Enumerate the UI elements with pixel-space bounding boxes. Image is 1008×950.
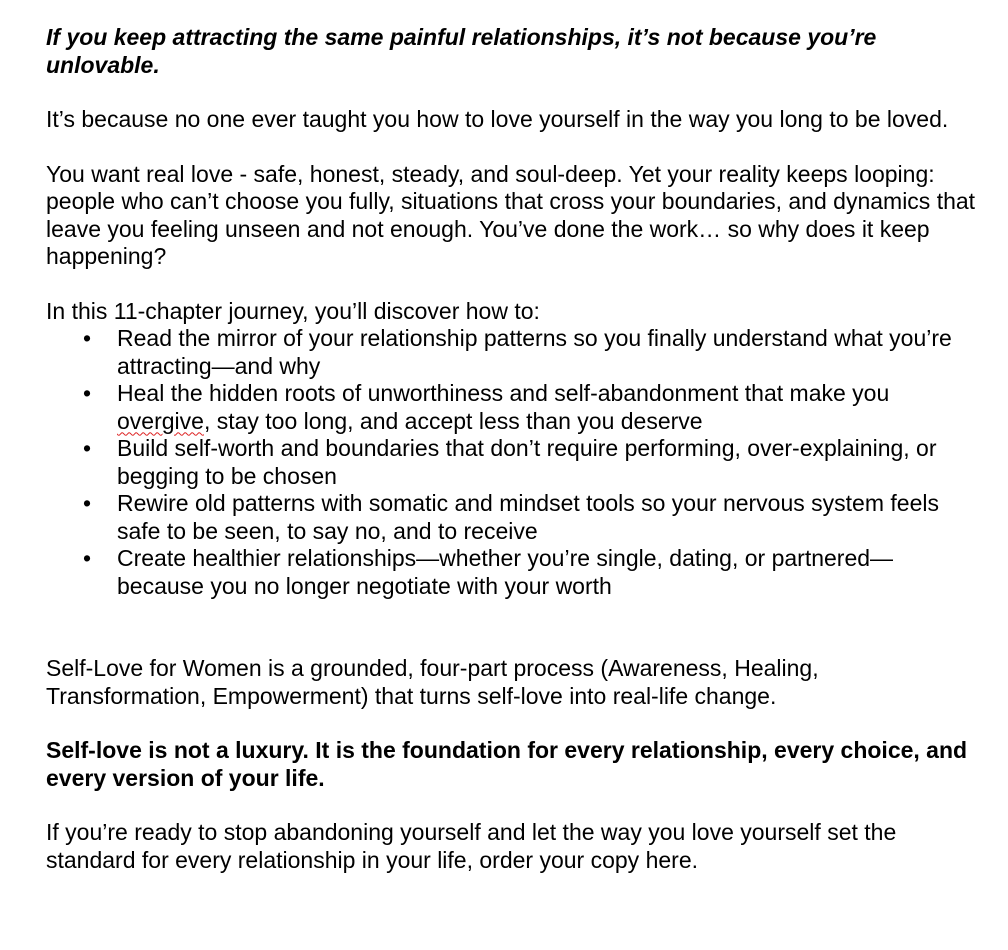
list-item <box>46 380 976 435</box>
list-item-text: Rewire old patterns with somatic and mindset tools so your nervous system feels safe to be seen, to say no, and to receive <box>117 490 939 544</box>
intro-paragraph: It’s because no one ever taught you how to love yourself in the way you long to be loved. <box>46 106 949 132</box>
headline: If you keep attracting the same painful relationships, it’s not because you’re unlovable. <box>46 24 877 78</box>
list-item <box>46 325 976 380</box>
list-item-text: Create healthier relationships—whether you’re single, dating, or partnered—because you no longer negotiate with your worth <box>117 545 894 599</box>
list-item <box>46 435 976 490</box>
list-item-text: Build self-worth and boundaries that don’t require performing, over-explaining, or begging to be chosen <box>117 435 937 489</box>
call-to-action-paragraph: If you’re ready to stop abandoning yourself and let the way you love yourself set the standard for every relationship in your life, order your copy here. <box>46 819 897 873</box>
list-item <box>46 545 976 600</box>
bullet-icon: • <box>83 380 92 406</box>
spellcheck-flagged-word[interactable]: overgive <box>117 407 204 434</box>
list-item-text-start: Heal the hidden roots of unworthiness and self-abandonment that make you <box>117 380 890 406</box>
list-item-text <box>117 380 889 434</box>
list-item-text: Read the mirror of your relationship patterns so you finally understand what you’re attracting—and why <box>117 325 952 379</box>
bullet-icon: • <box>83 490 92 516</box>
list-item-text-end: , stay too long, and accept less than you deserve <box>203 407 703 434</box>
process-paragraph: Self-Love for Women is a grounded, four-part process (Awareness, Healing, Transformation, Empowerment) that turns self-love into real-life change. <box>46 655 819 709</box>
list-intro: In this 11-chapter journey, you’ll discover how to: <box>46 297 540 324</box>
benefits-list <box>46 325 976 600</box>
bullet-icon: • <box>83 325 92 351</box>
problem-paragraph: You want real love - safe, honest, steady, and soul-deep. Yet your reality keeps looping: people who can’t choose you fully, situations that cross your boundaries, and dynamics that leave you feeling unseen and not enough. You’ve done the work… so why does it keep happening? <box>46 160 976 269</box>
list-item <box>46 490 976 545</box>
document-body <box>46 24 976 874</box>
bullet-icon: • <box>83 435 92 461</box>
bullet-icon: • <box>83 545 92 571</box>
emphasis-paragraph: Self-love is not a luxury. It is the foundation for every relationship, every choice, and every version of your life. <box>46 737 968 791</box>
